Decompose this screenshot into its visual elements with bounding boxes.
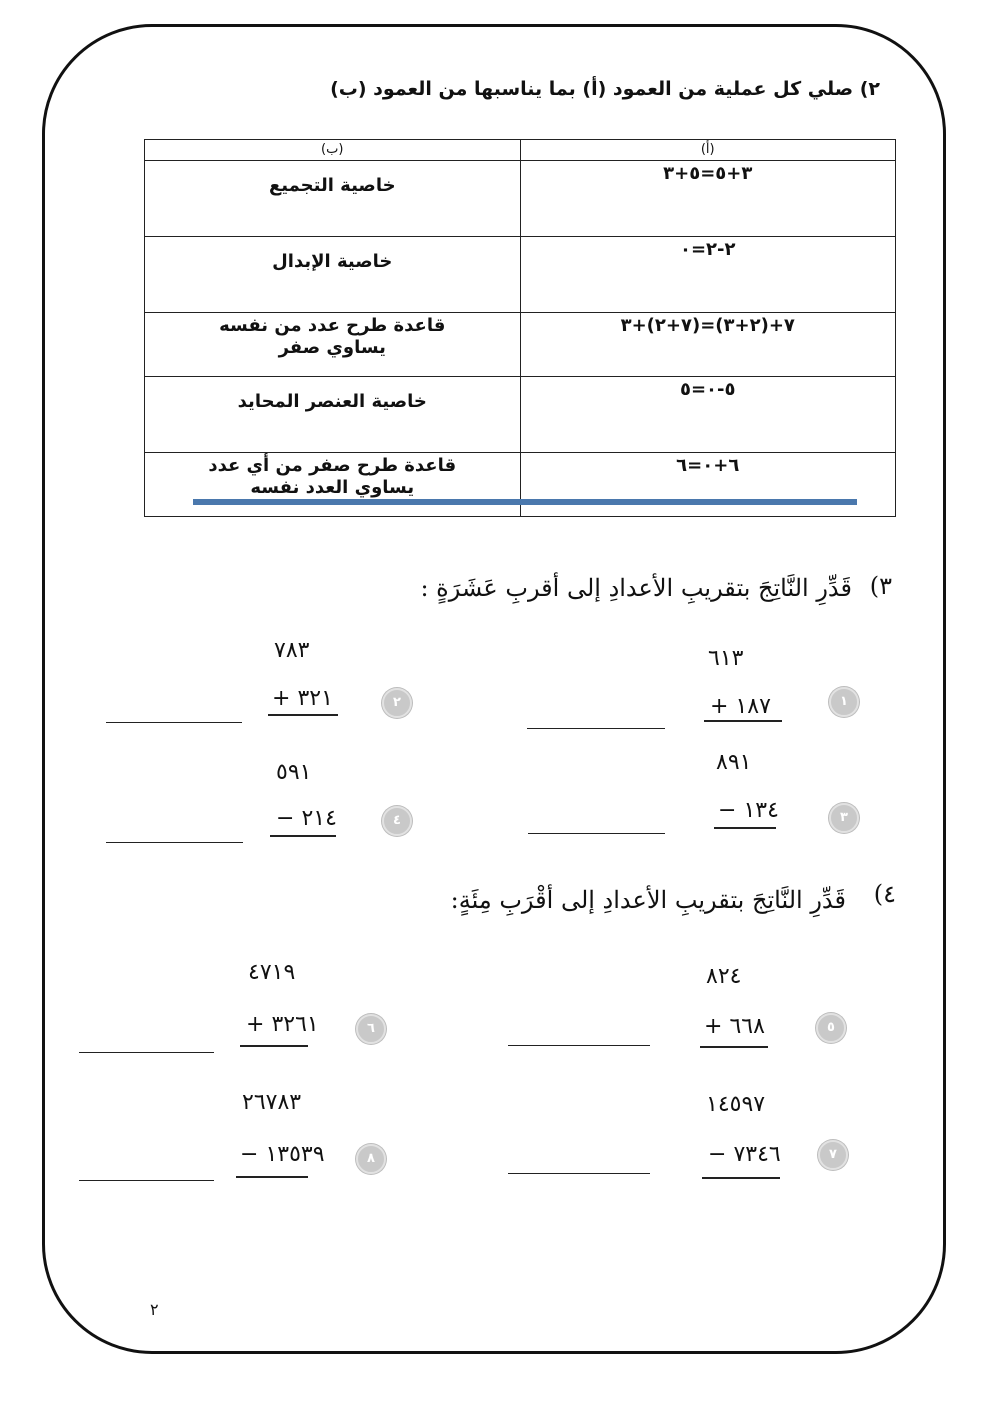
problem-top-number: ٥٩١ (276, 760, 312, 785)
q3-title: قَدِّرِ النَّاتِجَ بتقريبِ الأعدادِ إلى أقربِ عَشَرَةٍ : (420, 574, 852, 602)
matching-table (144, 139, 896, 517)
problem-top-number: ٨٩١ (716, 750, 752, 775)
problem-badge: ٥ (816, 1013, 846, 1043)
problem-underline (236, 1176, 308, 1178)
answer-line[interactable] (527, 728, 665, 729)
col-b-cell: قاعدة طرح عدد من نفسه يساوي صفر (145, 313, 521, 377)
problem-badge: ٣ (829, 803, 859, 833)
problem-top-number: ٦١٣ (708, 646, 744, 671)
col-b-cell: قاعدة طرح صفر من أي عدد يساوي العدد نفسه (145, 453, 521, 517)
problem-underline (270, 835, 336, 837)
problem-underline (268, 714, 338, 716)
problem-underline (700, 1046, 768, 1048)
col-b-cell: خاصية التجميع (145, 161, 521, 237)
problem-bottom-number: ٣٢٦١ + (246, 1012, 319, 1037)
problem-top-number: ٤٧١٩ (248, 960, 296, 985)
answer-line[interactable] (508, 1173, 650, 1174)
q3-number: ٣) (869, 572, 892, 600)
q4-number: ٤) (873, 880, 896, 908)
problem-badge: ١ (829, 687, 859, 717)
problem-bottom-number: ٦٦٨ + (704, 1014, 765, 1039)
col-a-cell: ٧+(٢+٣)=(٧+٢)+٣ (520, 313, 896, 377)
problem-underline (240, 1045, 308, 1047)
table-row (145, 237, 896, 313)
page-number: ٢ (150, 1300, 159, 1319)
answer-line[interactable] (106, 842, 243, 843)
col-a-cell: ٥-٠=٥ (520, 377, 896, 453)
problem-badge: ٧ (818, 1140, 848, 1170)
problem-bottom-number: ١٨٧ + (710, 694, 771, 719)
col-a-header: (أ) (520, 140, 896, 161)
problem-underline (704, 720, 782, 722)
col-a-cell: ٦+٠=٦ (520, 453, 896, 517)
col-a-cell: ٢-٢=٠ (520, 237, 896, 313)
problem-bottom-number: ١٣٤ − (718, 798, 779, 823)
table-row (145, 161, 896, 237)
problem-bottom-number: ٢١٤ − (276, 806, 337, 831)
problem-top-number: ٢٦٧٨٣ (242, 1090, 302, 1115)
table-row (145, 313, 896, 377)
answer-line[interactable] (106, 722, 242, 723)
problem-badge: ٦ (356, 1014, 386, 1044)
q2-title: ٢) صلي كل عملية من العمود (أ) بما يناسبها من العمود (ب) (330, 78, 880, 100)
problem-top-number: ٨٢٤ (706, 964, 742, 989)
col-b-cell: خاصية العنصر المحايد (145, 377, 521, 453)
section-divider (193, 499, 857, 505)
answer-line[interactable] (528, 833, 665, 834)
table-row (145, 453, 896, 517)
problem-underline (714, 827, 776, 829)
answer-line[interactable] (79, 1052, 214, 1053)
answer-line[interactable] (508, 1045, 650, 1046)
problem-badge: ٨ (356, 1144, 386, 1174)
problem-bottom-number: ٣٢١ + (272, 686, 333, 711)
problem-top-number: ٧٨٣ (274, 638, 310, 663)
problem-bottom-number: ١٣٥٣٩ − (240, 1142, 325, 1167)
col-a-cell: ٣+٥=٥+٣ (520, 161, 896, 237)
answer-line[interactable] (79, 1180, 214, 1181)
col-b-header: (ب) (145, 140, 521, 161)
table-row (145, 377, 896, 453)
problem-bottom-number: ٧٣٤٦ − (708, 1142, 781, 1167)
problem-underline (702, 1177, 780, 1179)
problem-badge: ٢ (382, 688, 412, 718)
q4-title: قَدِّرِ النَّاتِجَ بتقريبِ الأعدادِ إلى أقْرَبِ مِئَةٍ: (450, 886, 846, 914)
col-b-cell: خاصية الإبدال (145, 237, 521, 313)
problem-top-number: ١٤٥٩٧ (706, 1092, 766, 1117)
problem-badge: ٤ (382, 806, 412, 836)
